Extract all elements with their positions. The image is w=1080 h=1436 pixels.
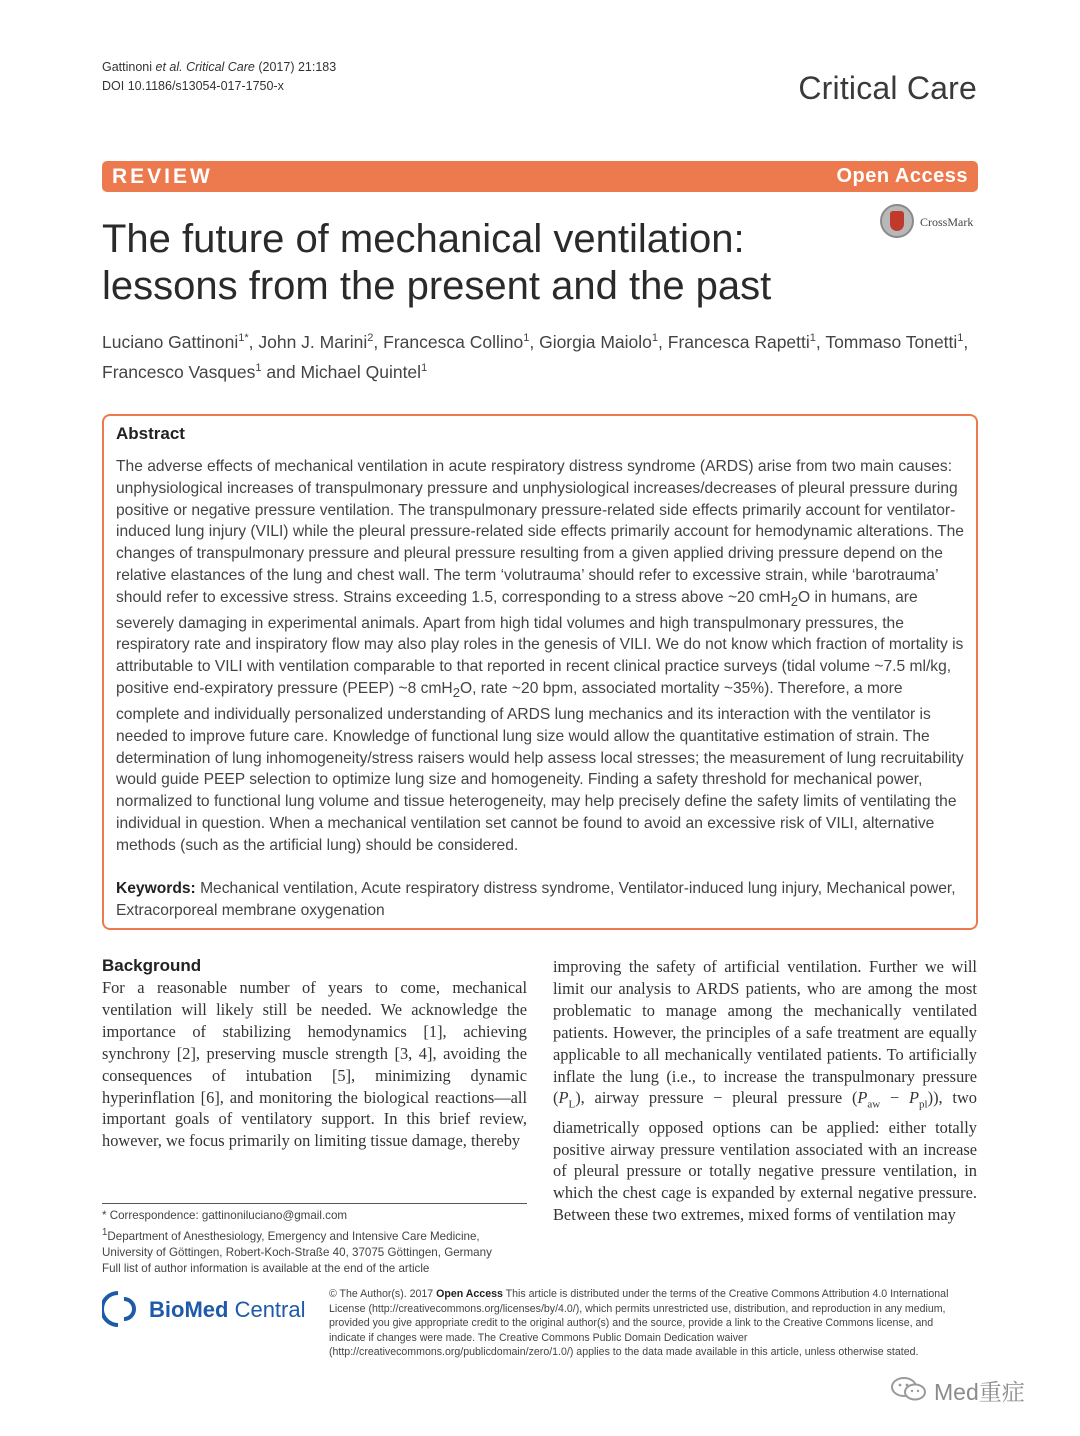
license-text: © The Author(s). 2017 Open Access This article is distributed under the terms of the Creative Commons Attribution 4.0 International License (http://creativecommons.org/licenses/by/4.0/), which permits unrestricted use, distribution, and reproduction in any medium, provided you give appropriate credit to the original author(s) and the source, provide a link to the Creative Commons license, and indicate if changes were made. The Creative Commons Public Domain Dedication waiver (http://creativecommons.org/publicdomain/zero/1.0/) applies to the data made available in this article, unless otherwise stated. <box>329 1288 949 1359</box>
keywords-label: Keywords: <box>116 880 196 897</box>
wechat-icon <box>890 1376 928 1402</box>
author-affiliation-sup: 2 <box>367 332 374 344</box>
watermark-text: Med重症 <box>934 1379 1025 1405</box>
abstract-heading: Abstract <box>116 424 185 443</box>
doi: DOI 10.1186/s13054-017-1750-x <box>102 79 284 93</box>
body-left-column: For a reasonable number of years to come, mechanical ventilation will likely still be needed. We acknowledge the importance of stabilizing hemodynamics [1], achieving synchrony [2], preserving muscle strength [3, 4], avoiding the consequences of intubation [5], minimizing dynamic hyperinflation [6], and monitoring the biological reactions—all important goals of ventilatory support. In this brief review, however, we focus primarily on limiting tissue damage, thereby <box>102 978 527 1151</box>
author-name: Francesca Rapetti <box>667 331 810 352</box>
author-name: Francesco Vasques <box>102 361 256 382</box>
author-name: Tommaso Tonetti <box>825 331 958 352</box>
author-name: Luciano Gattinoni <box>102 331 239 352</box>
review-label: REVIEW <box>112 165 213 188</box>
journal-name: Critical Care <box>798 70 977 106</box>
citation-year: (2017) 21:183 <box>254 60 337 74</box>
author-affiliation-sup: 1 <box>523 332 530 344</box>
author-name: Francesca Collino <box>383 331 524 352</box>
author-affiliation-sup: 1 <box>255 361 262 374</box>
citation-authors: Gattinoni <box>102 60 156 74</box>
title-line-2: lessons from the present and the past <box>102 264 772 308</box>
keywords <box>116 878 968 922</box>
author-name: John J. Marini <box>258 331 368 352</box>
crossmark-badge[interactable] <box>880 204 980 242</box>
watermark <box>890 1370 1060 1410</box>
body-right-column: improving the safety of artificial ventilation. Further we will limit our analysis to ARDS patients, who are among the most problematic to manage among the mechanically ventilated patients. However, the principles of a safe treatment are equally applicable to all mechanically ventilated patients. To artificially inflate the lung (i.e., to increase the transpulmonary pressure $(P_L)$, airway pressure − pleural pressure $(P_{aw} - P_{pl})$), two diametrically opposed options can be applied: either totally positive airway pressure ventilation associated with an increase of pleural pressure or totally negative pressure ventilation, in which the chest cage is expanded by external negative pressure. Between these two extremes, mixed forms of ventilation may <box>553 957 977 1225</box>
author-affiliation-sup: 1* <box>238 332 249 344</box>
title-line-1: The future of mechanical ventilation: <box>102 217 745 261</box>
author-info-note: Full list of author information is available at the end of the article <box>102 1262 430 1276</box>
biomed-central-logo <box>102 1290 312 1330</box>
citation-etal: et al. <box>155 60 183 74</box>
affiliation: $^1$Department of Anesthesiology, Emergency and Intensive Care Medicine, University of Göttingen, Robert-Koch-Straße 40, 37075 Göttingen, Germany <box>102 1226 492 1259</box>
author-affiliation-sup: 1 <box>651 332 659 344</box>
abstract-text: The adverse effects of mechanical ventilation in acute respiratory distress syndrome (ARDS) arise from two main causes: unphysiological increases of transpulmonary pressure and unphysiological increases/decreases of pleural pressure during positive or negative pressure ventilation. The transpulmonary pressure-related side effects primarily account for ventilator-induced lung injury (VILI) while the pleural pressure-related side effects primarily account for hemodynamic alterations. The changes of transpulmonary pressure and pleural pressure resulting from a given applied driving pressure depend on the relative elastances of the lung and chest wall. The term ‘volutrauma’ should refer to excessive strain, while ‘barotrauma’ should refer to excessive stress. Strains exceeding 1.5, corresponding to a stress above ~20 cmH$_2$O in humans, are severely damaging in experimental animals. Apart from high tidal volumes and high transpulmonary pressures, the respiratory rate and inspiratory flow may also play roles in the genesis of VILI. We do not know which fraction of mortality is attributable to VILI with ventilation comparable to that reported in recent clinical practice surveys (tidal volume ~7.5 ml/kg, positive end-expiratory pressure (PEEP) ~8 cmH$_2$O, rate ~20 bpm, associated mortality ~35%). Therefore, a more complete and individually personalized understanding of ARDS lung mechanics and its interaction with the ventilator is needed to improve future care. Knowledge of functional lung size would allow the quantitative estimation of strain. The determination of lung inhomogeneity/stress raisers would help assess local stresses; the measurement of lung recruitability would guide PEEP selection to optimize lung size and homogeneity. Finding a safety threshold for mechanical power, normalized to functional lung volume and tissue heterogeneity, may help precisely define the safety limits of ventilating the individual in question. When a mechanical ventilation set cannot be found to avoid an excessive risk of VILI, alternative methods (such as the artificial lung) should be considered. <box>116 458 964 854</box>
open-access-label: Open Access <box>836 165 968 187</box>
keywords-text: Mechanical ventilation, Acute respiratory distress syndrome, Ventilator-induced lung injury, Mechanical power, Extracorporeal membrane oxygenation <box>116 880 956 919</box>
author-affiliation-sup: 1 <box>957 332 964 344</box>
footnotes <box>102 1208 532 1278</box>
author-name: Giorgia Maiolo <box>539 331 652 352</box>
footnote-divider <box>102 1203 527 1204</box>
crossmark-icon <box>880 204 914 238</box>
author-name: Michael Quintel <box>300 361 422 382</box>
author-list: Luciano Gattinoni$^{1*}$, John J. Marini$^2$, Francesca Collino$^1$, Giorgia Maiolo$^1$, Francesca Rapetti$^1$, Tommaso Tonetti$^1$, Francesco Vasques$^1$ and Michael Quintel$^1$ <box>102 331 969 382</box>
abstract-box <box>102 414 978 930</box>
crossmark-label: CrossMark <box>920 215 974 229</box>
author-affiliation-sup: 1 <box>421 361 428 374</box>
citation-journal: Critical Care <box>186 60 255 74</box>
citation-line <box>102 58 336 77</box>
citation-block <box>102 58 336 96</box>
article-title <box>102 216 862 310</box>
review-banner <box>102 161 978 192</box>
correspondence: * Correspondence: gattinoniluciano@gmail.com <box>102 1209 348 1222</box>
biomed-arc-icon <box>102 1290 140 1328</box>
biomed-wordmark: BioMed Central <box>149 1297 306 1322</box>
background-heading: Background <box>102 956 202 975</box>
author-affiliation-sup: 1 <box>809 332 816 344</box>
